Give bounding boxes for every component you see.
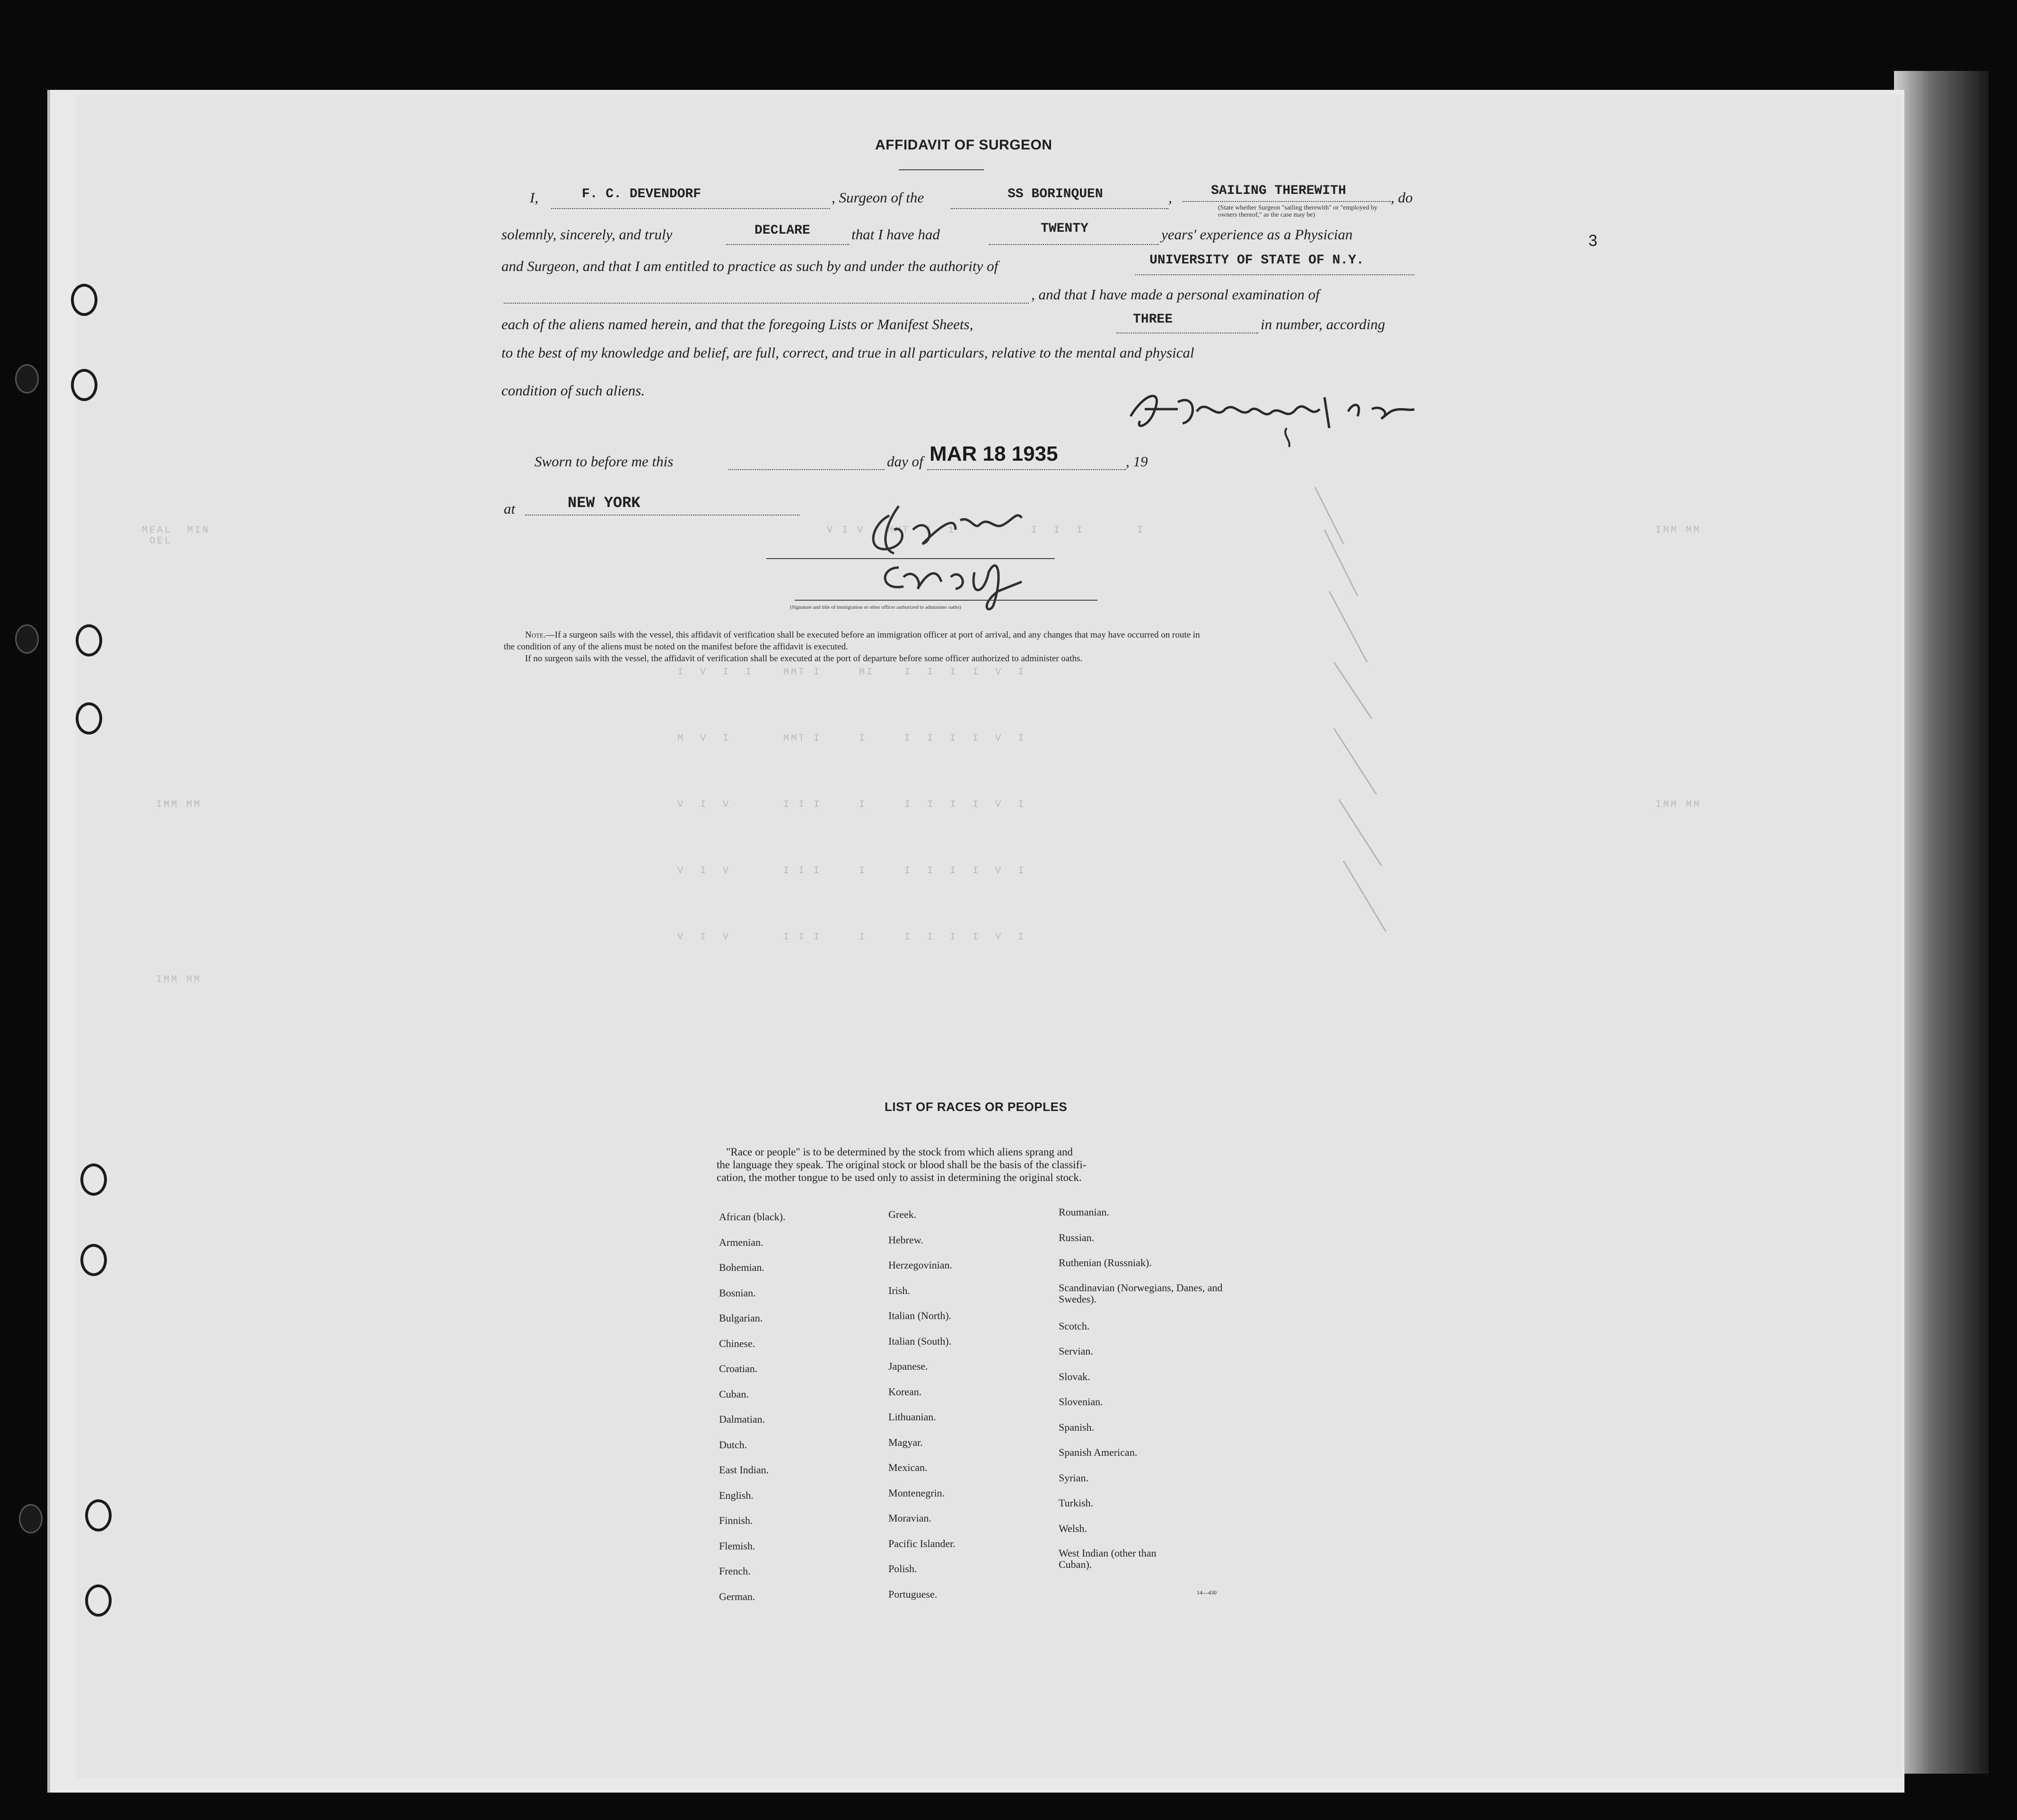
comma: ,	[1168, 189, 1172, 206]
race-item: Italian (North).	[888, 1310, 952, 1321]
note-text-1: —If a surgeon sails with the vessel, this affidavit of verification shall be executed before an immigration officer at port of arrival, and any changes that may have occurred on route in	[545, 630, 1200, 640]
race-item: Flemish.	[719, 1540, 755, 1552]
officer-caption: (Signature and title of immigration or other officer authorized to administer oaths)	[790, 604, 961, 610]
do-label: , do	[1391, 189, 1413, 206]
page-number: 3	[1588, 232, 1597, 250]
race-item: English.	[719, 1489, 754, 1501]
surgeon-of-label: , Surgeon of the	[832, 189, 924, 206]
i-label: I,	[530, 189, 539, 206]
races-intro-3: cation, the mother tongue to be used only to assist in determining the original stock.	[717, 1172, 1082, 1183]
race-item: Bulgarian.	[719, 1312, 763, 1324]
race-item: Scotch.	[1059, 1320, 1090, 1332]
examination-label: , and that I have made a personal examination of	[1031, 286, 1320, 303]
experience-label: years' experience as a Physician	[1161, 226, 1353, 243]
authority-value: UNIVERSITY OF STATE OF N.Y.	[1149, 253, 1364, 268]
knowledge-text: to the best of my knowledge and belief, are full, correct, and true in all particulars, relative to the mental and physical	[501, 344, 1194, 361]
binder-hole	[19, 1504, 43, 1533]
sworn-label: Sworn to before me this	[535, 453, 674, 470]
race-item: East Indian.	[719, 1464, 769, 1476]
races-column-3	[1059, 1206, 1238, 1576]
race-item: Syrian.	[1059, 1471, 1088, 1484]
bleed-through-text: IMM MM	[156, 974, 202, 985]
race-item: Korean.	[888, 1385, 922, 1398]
years-value: TWENTY	[1041, 221, 1088, 236]
bleed-through-text: M V I MMT I I I I I I V I	[662, 733, 1026, 744]
signature-line-2	[795, 600, 1097, 601]
race-item: German.	[719, 1590, 755, 1602]
binder-hole	[80, 1244, 107, 1276]
race-item: French.	[719, 1565, 751, 1577]
race-item: Croatian.	[719, 1363, 758, 1374]
race-item: Bohemian.	[719, 1261, 764, 1273]
races-intro-2: the language they speak. The original stock or blood shall be the basis of the classifi-	[717, 1159, 1087, 1171]
binder-hole	[15, 364, 39, 394]
race-item: Dutch.	[719, 1438, 747, 1451]
status-line	[1183, 201, 1391, 202]
surgeon-status: SAILING THEREWITH	[1211, 184, 1346, 198]
sheets-value: THREE	[1133, 312, 1173, 327]
races-title: LIST OF RACES OR PEOPLES	[885, 1100, 1068, 1114]
race-item: Greek.	[888, 1208, 917, 1220]
race-item: Ruthenian (Russniak).	[1059, 1257, 1152, 1269]
race-item: Pacific Islander.	[888, 1537, 956, 1549]
bleed-through-text: V I V MMT I 1 I I I I	[804, 525, 1145, 536]
race-item: Spanish American.	[1059, 1446, 1138, 1458]
date-line	[927, 469, 1126, 470]
race-item: West Indian (other than Cuban).	[1059, 1547, 1157, 1570]
race-item: Welsh.	[1059, 1522, 1087, 1534]
races-intro-1: "Race or people" is to be determined by the stock from which aliens sprang and	[726, 1146, 1073, 1158]
declare-line	[726, 244, 849, 245]
bleed-through-text: I V I I MMT I MI I I I I V I	[662, 667, 1026, 678]
race-item: Armenian.	[719, 1236, 763, 1248]
bleed-through-text: V I V I I I I I I I I V I	[662, 932, 1026, 943]
authority-label: and Surgeon, and that I am entitled to practice as such by and under the authority of	[501, 258, 999, 274]
name-line	[551, 208, 830, 209]
note-line-2: the condition of any of the aliens must be noted on the manifest before the affidavit is executed.	[504, 642, 848, 652]
race-item: Herzegovinian.	[888, 1259, 952, 1271]
race-item: Magyar.	[888, 1436, 923, 1448]
sheets-label: each of the aliens named herein, and that the foregoing Lists or Manifest Sheets,	[501, 316, 973, 332]
binder-hole	[15, 624, 39, 654]
bleed-through-text: IMM MM	[1656, 799, 1701, 810]
form-number: 14—430	[1197, 1589, 1217, 1596]
sworn-date-stamp: MAR 18 1935	[930, 442, 1058, 465]
note-label: Note.	[525, 630, 546, 640]
race-item: Turkish.	[1059, 1497, 1094, 1509]
race-item: Scandinavian (Norwegians, Danes, and Swedes).	[1059, 1281, 1223, 1305]
years-line	[989, 244, 1159, 245]
in-number-label: in number, according	[1261, 316, 1386, 332]
race-item: Italian (South).	[888, 1335, 952, 1347]
race-item: Japanese.	[888, 1360, 928, 1372]
blank-line	[504, 303, 1029, 304]
surgeon-name: F. C. DEVENDORF	[582, 187, 702, 201]
race-item: Mexican.	[888, 1461, 928, 1473]
had-label: that I have had	[851, 226, 940, 243]
note-line-1	[525, 630, 1200, 640]
ship-name: SS BORINQUEN	[1008, 187, 1103, 201]
race-item: Roumanian.	[1059, 1206, 1109, 1218]
race-item: Slovenian.	[1059, 1396, 1103, 1408]
at-label: at	[504, 500, 516, 517]
binder-hole	[71, 284, 97, 316]
authority-line	[1135, 274, 1414, 275]
bleed-through-text: V I V I I I I I I I I V I	[662, 799, 1026, 810]
solemnly-label: solemnly, sincerely, and truly	[501, 226, 673, 243]
pencil-check-marks	[1315, 473, 1429, 936]
races-column-1	[719, 1211, 785, 1616]
signature-line-1	[766, 558, 1055, 559]
race-item: Hebrew.	[888, 1234, 923, 1246]
year-prefix: , 19	[1126, 453, 1148, 470]
declare-value: DECLARE	[754, 223, 810, 238]
surgeon-signature	[1126, 383, 1419, 449]
page-edge-shadow	[1894, 71, 1989, 1774]
note-line-3: If no surgeon sails with the vessel, the affidavit of verification shall be executed at the port of departure before some officer authorized to administer oaths.	[525, 654, 1083, 664]
bleed-through-text: IMM MM	[156, 799, 202, 810]
affidavit-title: AFFIDAVIT OF SURGEON	[875, 137, 1052, 153]
binder-hole	[71, 369, 97, 401]
title-underline	[899, 169, 984, 170]
place-line	[525, 515, 799, 516]
binder-hole	[76, 624, 102, 656]
sworn-day-line	[728, 469, 885, 470]
race-item: Montenegrin.	[888, 1487, 945, 1499]
status-note: (State whether Surgeon "sailing therewith" or "employed by owners thereof," as the case may be)	[1218, 204, 1377, 219]
bleed-through-text: IMM MM	[1656, 525, 1701, 536]
race-item: Bosnian.	[719, 1286, 756, 1299]
condition-text: condition of such aliens.	[501, 382, 645, 399]
binder-hole	[76, 702, 102, 735]
races-column-2	[888, 1208, 956, 1613]
officer-signature	[861, 497, 1107, 615]
race-item: Lithuanian.	[888, 1411, 936, 1423]
race-item: Moravian.	[888, 1512, 932, 1524]
place-value: NEW YORK	[568, 494, 640, 512]
race-item: African (black).	[719, 1211, 786, 1223]
bleed-through-text: MEAL MIN OEL	[142, 525, 210, 547]
race-item: Cuban.	[719, 1388, 749, 1400]
binder-hole	[80, 1164, 107, 1196]
sheets-line	[1116, 332, 1258, 333]
race-item: Russian.	[1059, 1231, 1095, 1243]
race-item: Dalmatian.	[719, 1413, 765, 1425]
race-item: Servian.	[1059, 1345, 1093, 1357]
binder-hole	[85, 1499, 112, 1531]
day-of-label: day of	[887, 453, 923, 470]
race-item: Polish.	[888, 1563, 917, 1575]
ship-line	[951, 208, 1168, 209]
race-item: Portuguese.	[888, 1588, 938, 1600]
bleed-through-text: V I V I I I I I I I I V I	[662, 866, 1026, 876]
race-item: Irish.	[888, 1284, 910, 1296]
race-item: Spanish.	[1059, 1421, 1095, 1433]
race-item: Finnish.	[719, 1514, 753, 1526]
race-item: Slovak.	[1059, 1370, 1090, 1382]
binder-hole	[85, 1584, 112, 1617]
race-item: Chinese.	[719, 1337, 755, 1349]
